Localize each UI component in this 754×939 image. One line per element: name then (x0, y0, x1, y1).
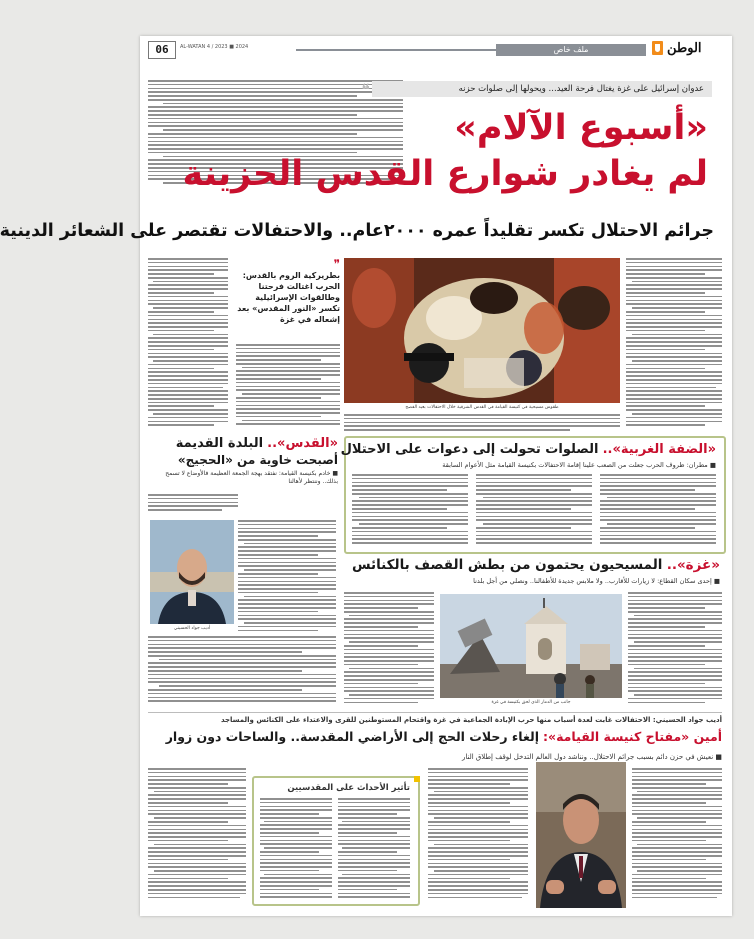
amin-col-right (632, 768, 722, 906)
headline-line-2: لم يغادر شوارع القدس الحزينة (182, 154, 708, 194)
amin-bullet-text: نعيش في حزن دائم بسبب جرائم الاحتلال.. ونناشد دول العالم التدخل لوقف إطلاق النار (461, 753, 714, 761)
old-city-bullet: ■ خادم بكنيسة القيامة: نفتقد بهجة الجمعة العظيمة فالأوضاع لا تسمح بذلك.. وننتظر لأهالنا (165, 470, 338, 485)
amin-intro: أديب جواد الحسيني: الاحتفالات غابت لعدة أسباب منها حرب الإبادة الجماعية في غزة واقتحام المستوطنين للقرى والاعتداء على الكنائس والمساجد (220, 716, 722, 724)
gaza-col-left (344, 592, 434, 710)
old-city-text-top (148, 494, 238, 514)
old-city-bullet-text: خادم بكنيسة القيامة: نفتقد بهجة الجمعة العظيمة فالأوضاع لا تسمح بذلك.. وننتظر لأهالنا (165, 470, 338, 485)
section-label: ملف خاص (496, 44, 646, 56)
effects-box (252, 776, 420, 906)
article-text-under-photo (344, 414, 620, 434)
west-bank-red: «الضفة الغربية».. (602, 442, 716, 457)
portrait-1-caption: أديب جواد الحسيني (173, 626, 211, 631)
old-city-title-a: البلدة القديمة (175, 436, 264, 451)
kicker: عدوان إسرائيل على غزة يغتال فرحة العيد... ويحولها إلى صلوات حزنه (372, 81, 712, 97)
amin-col-left (148, 768, 246, 906)
west-bank-box (340, 436, 726, 554)
effects-col-1 (338, 798, 410, 902)
west-bank-col-3 (352, 474, 468, 548)
gaza-photo-caption: جانب من الدمار الذي لحق بكنيسة في غزة (491, 700, 571, 705)
west-bank-col-1 (600, 474, 716, 548)
west-bank-col-2 (476, 474, 592, 548)
old-city-text-bottom (148, 636, 336, 708)
amin-red: أمين «مفتاح كنيسة القيامة»: (543, 729, 722, 744)
pull-quote-box (236, 258, 340, 338)
logo-mark-icon (652, 41, 663, 55)
gaza-photo (440, 594, 622, 698)
west-bank-bullet-text: مطران: ظروف الحرب جعلت من الصعب علينا إقامة الاحتفالات بكنيسة القيامة مثل الأعوام السابقة (442, 461, 708, 469)
west-bank-bullet: ■ مطران: ظروف الحرب جعلت من الصعب علينا إقامة الاحتفالات بكنيسة القيامة مثل الأعوام السابقة (442, 461, 716, 469)
effects-box-title: تأثير الأحداث على المقدسيين (287, 783, 410, 793)
old-city-section (148, 436, 338, 486)
portrait-1-illustration (150, 520, 234, 624)
gaza-bullet-text: إحدى سكان القطاع: لا زيارات للأقارب.. ولا ملابس جديدة للأطفالنا.. ونصلي من أجل بلدنا (473, 577, 712, 585)
newspaper-logo (652, 38, 726, 58)
effects-col-2 (260, 798, 332, 902)
main-photo-caption: طقوس مسيحية في كنيسة القيامة في القدس الشرقية خلال الاحتفالات بعيد الفصح (405, 405, 559, 410)
west-bank-title: الصلوات تحولت إلى دعوات على الاحتلال (340, 442, 599, 457)
amin-heading (148, 728, 722, 746)
quote-mark-icon: ❝ (361, 80, 370, 99)
page-number: 06 (148, 41, 176, 59)
ceremony-photo-illustration (344, 258, 620, 403)
subheadline: جرائم الاحتلال تكسر تقليداً عمره ٢٠٠٠عام.. والاحتفالات تقتصر على الشعائر الدينية (0, 221, 714, 241)
portrait-2-illustration (536, 762, 626, 908)
newspaper-page (0, 36, 732, 916)
logo-text: الوطن (667, 40, 702, 56)
old-city-red: «القدس».. (267, 436, 338, 451)
old-city-text-column (238, 520, 336, 638)
amin-title: إلغاء رحلات الحج إلى الأراضي المقدسة.. والساحات دون زوار (165, 729, 540, 744)
masthead-rule (296, 49, 496, 51)
gaza-heading (340, 556, 720, 574)
article-column-1 (148, 258, 228, 433)
issue-date: AL-WATAN 4 / 2023 ■ 2024 (180, 44, 249, 50)
amin-bullet: ■ نعيش في حزن دائم بسبب جرائم الاحتلال.. ونناشد دول العالم التدخل لوقف إطلاق النار (461, 753, 722, 761)
pull-quote-text: بطريركية الروم بالقدس: الحرب اغتالت فرحتنا وطالقوات الإسرائيلية تكسر «النور المقدس» بعد إشعاله في غزة (237, 271, 340, 324)
gaza-church-illustration (440, 594, 622, 698)
west-bank-heading (341, 442, 716, 458)
article-column-3 (626, 258, 722, 433)
amin-col-middle (428, 768, 528, 906)
quote-open-icon: ❞ (333, 257, 340, 271)
old-city-title-b: أصبحت خاوية من «الحجيج» (177, 453, 338, 467)
headline-line-1: «أسبوع الآلام» (454, 108, 708, 148)
portrait-photo-1 (150, 520, 234, 624)
article-column-2 (236, 344, 340, 430)
main-photo (344, 258, 620, 403)
gaza-title: المسيحيون يحتمون من بطش القصف بالكنائس (351, 557, 663, 573)
section-divider (148, 712, 722, 713)
old-city-heading (148, 436, 338, 452)
gaza-bullet: ■ إحدى سكان القطاع: لا زيارات للأقارب.. ولا ملابس جديدة للأطفالنا.. ونصلي من أجل بلدنا (473, 577, 720, 585)
gaza-red: «غزة».. (666, 557, 720, 573)
gaza-col-right (628, 592, 722, 710)
portrait-photo-2 (536, 762, 626, 908)
box-corner-icon (414, 776, 420, 782)
